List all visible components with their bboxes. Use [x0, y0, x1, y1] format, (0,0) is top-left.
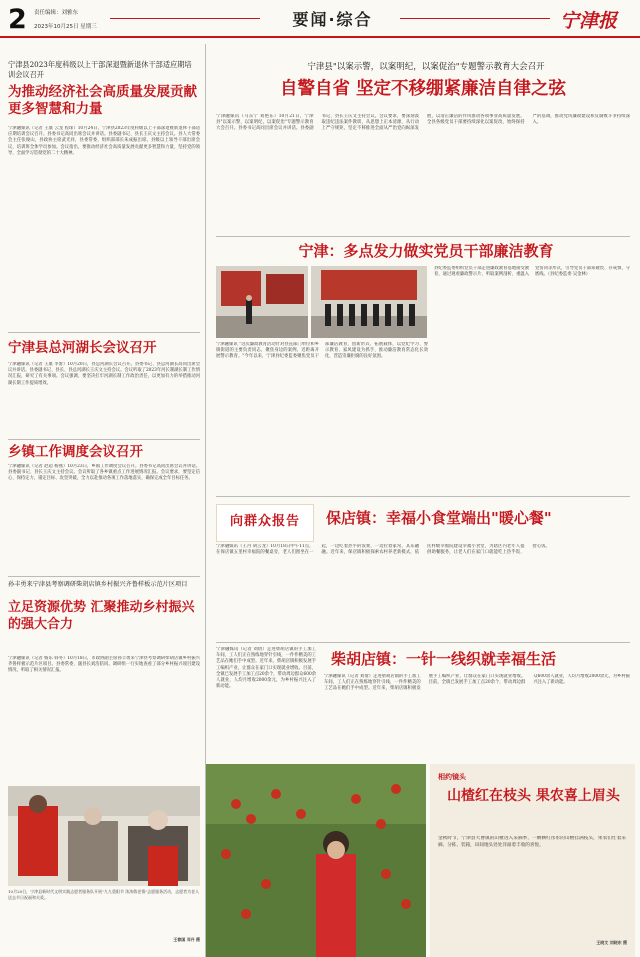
a4-title: 立足资源优势 汇聚推动乡村振兴的强大合力	[8, 600, 195, 632]
date-line: 2023年10月25日 星期三	[34, 24, 97, 30]
a4-kicker: 孙丰勇来宁津县考察调研柴胡店镇乡村振兴齐鲁样板示范片区项目	[8, 581, 188, 588]
report-banner-text: 向群众报告	[229, 514, 300, 529]
photo-credit: 王春国 邓丹 摄	[173, 937, 200, 942]
hawthorn-photo	[206, 764, 426, 957]
side-body: 金秋时节，宁津县大曹镇的山楂进入采摘季，一颗颗红彤彤的山楂挂满枝头，果农们忙着采摘、分拣、装箱，田间地头处处洋溢着丰收的喜悦。	[438, 836, 626, 848]
a1-body: 宁津融媒讯（记者 王康 云龙 程琛）10月24日，宁津县2023年度科级以上干部深退暨新退休干部适应期培训会议召开。县委书记高同出席会议并讲话。县委副书记、县长王庆文主持会议。县人大常委会主任张俊山，县政协主席武光祥，县委常委，组织部部长朱成振出席。县级以上领导干部出席会议，培训班全体学员参加。会议指出，要推动经济社会高质量发展贡献更多智慧和力量，坚持党的领导，全面学习贯彻党的二十大精神。	[8, 126, 200, 156]
a3-body: 宁津融媒讯（记者 赵超 杨燕）10月23日，乡镇工作调度会议召开。县委书记高同出席会议并讲话。县委副书记、县长王庆文主持会议。会议听取了各乡镇重点工作进展情况汇报。会议要求，要坚定信心、保持定力，锚定目标、攻坚突破，全力以赴推动各项工作落地落实，确保完成全年目标任务。	[8, 464, 200, 482]
sub-title: 宁津：多点发力做实党员干部廉洁教育	[298, 242, 554, 260]
zs-title: 保店镇：幸福小食堂端出"暖心餐"	[326, 509, 552, 527]
volunteer-photo	[8, 786, 200, 886]
right-area	[206, 44, 640, 957]
masthead	[0, 0, 640, 44]
education-photo-1	[216, 266, 308, 338]
main-title: 自警自省 坚定不移绷紧廉洁自律之弦	[279, 79, 567, 99]
paper-logo: 宁津报	[560, 10, 618, 32]
report-banner	[216, 504, 314, 542]
editor-line: 责任编辑：刘雅东	[34, 10, 79, 16]
main-body: 宁津融媒讯（马东宁 刘艳东）10月21日，宁津县"以案示警，以案明纪，以案促治"专题警示教育大会召开。县委书记高同出席会议并讲话。县委副书记、县长王庆文主持会议。会议要求，要深刻汲取违纪违法案件教训，从思想上正本清源，从行动上严守规矩，坚定不移推进全面从严治党向纵深发展，以清正廉洁的作风推动各项事业高质量发展。全县各级党员干部要持续深化以案促改，始终保持严的基调，推动党风廉政建设和反腐败斗争持续深入。	[216, 114, 630, 132]
side-title: 山楂红在枝头 果农喜上眉头	[447, 788, 620, 804]
a1-title: 为推动经济社会高质量发展贡献更多智慧和力量	[8, 84, 197, 117]
a2-title: 宁津县总河湖长会议召开	[8, 340, 157, 356]
side-kicker: 相约镜头	[438, 773, 466, 781]
zs-body: 宁津融媒讯（王丹 胡云龙）10月18日中午11点，在保店镇五里村幸福院的餐桌旁，老人们围坐在一起，一边吃着热乎的饭菜，一边拉着家常，其乐融融。近年来，保店镇积极探索农村养老新模式，依托村级幸福院建设幸福小食堂，为辖区内老年人提供助餐服务，让老人们在家门口就能吃上热乎饭、舒心饭。	[216, 544, 550, 556]
ch-body-left: 宁津融媒讯（记者 刘倩）走进柴胡店镇的手工加工车间，工人们正在熟练地穿针引线，一件件精美的工艺品在她们手中成型。近年来，柴胡店镇积极发展手工编织产业，让群众在家门口实现就业增收。目前，全镇已发展手工加工点20余个，带动周边群众600余人就业，人均月增收2000余元，为乡村振兴注入了新动能。	[216, 647, 316, 690]
education-photo-2	[311, 266, 427, 338]
photo-caption: 10月20日，宁津县新时代文明实践志愿者服务队开展"九九重阳节 浓浓敬老情"志愿服务活动，志愿者为老人送去节日祝福和关爱。	[8, 889, 200, 900]
left-column	[0, 44, 205, 957]
ch-body: 宁津融媒讯（记者 刘倩）走进柴胡店镇的手工加工车间，工人们正在熟练地穿针引线，一件件精美的工艺品在她们手中成型。近年来，柴胡店镇积极发展手工编织产业，让群众在家门口实现就业增收。目前，全镇已发展手工加工点20余个，带动周边群众600余人就业，人均月增收2000余元，为乡村振兴注入了新动能。	[324, 674, 630, 692]
a2-body: 宁津融媒讯（记者 王康 李蕾）10月20日，县总河湖长会议召开。县委书记、县总河湖长高同出席会议并讲话。县委副书记、县长、县总河湖长王庆文主持会议。会议听取了2023年河长制湖长制工作情况汇报，研究了有关事项。会议强调，要坚决扛牢河湖长制工作政治责任，以更加有力的举措推动河湖长制工作提质增效。	[8, 362, 200, 386]
page-number: 2	[8, 4, 27, 35]
side-box	[430, 764, 635, 957]
section-title: 要闻·综合	[292, 10, 373, 29]
sub-body: 宁津融媒讯 "这次廉政教育活动针对县直部门单位和乡镇街道的主要负责同志，聚焦身边的案例，近距离开展警示教育。"今年以来，宁津县纪委监委聚焦党员干部廉洁教育，创新形式、拓展载体，以党纪学习、警示教育、家风建设为抓手，推动廉洁教育常态化长效化，营造崇廉拒腐的良好氛围。	[216, 342, 428, 360]
a4-body: 宁津融媒讯（记者 杨乐 韩冬）10月18日，市政协副主席孙丰勇来宁津县考察调研柴胡店镇乡村振兴齐鲁样板示范片区项目。县委常委、副县长刘浩陪同。调研组一行实地查看了部分乡村振兴项目建设情况，听取了相关情况汇报。	[8, 656, 200, 674]
ch-title: 柴胡店镇：一针一线织就幸福生活	[331, 650, 557, 668]
a1-kicker: 宁津县2023年度科级以上干部深退暨新退休干部适应期培训会议召开	[8, 60, 192, 79]
main-kicker: 宁津县"以案示警，以案明纪，以案促治"专题警示教育大会召开	[307, 62, 545, 72]
sub-body-2: 县纪委监委组织党员干部走进廉政教育基地接受教育，通过观看廉政警示片、听取案例剖析、重温入党誓词等形式，引导党员干部知敬畏、存戒惧、守底线。（县纪委监委 吴金林）	[434, 266, 630, 278]
side-credit: 王晓文 刘晓东 摄	[596, 940, 627, 945]
a3-title: 乡镇工作调度会议召开	[8, 444, 143, 460]
